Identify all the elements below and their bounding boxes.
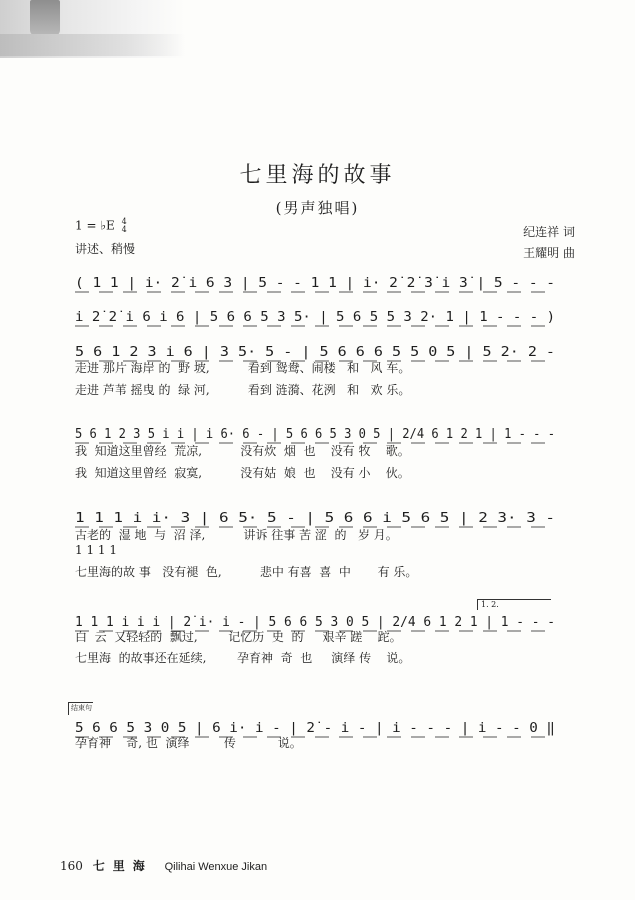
lyric-line: 我 知道这里曾经 寂寞, 没有姑 娘 也 没有 小 伙。 [75, 466, 410, 480]
key-text: 1 = ♭E [75, 218, 115, 233]
page-number: 160 [60, 859, 83, 873]
lyric-line: 走进 那片 海岸 的 野 坡, 看到 鸳鸯、闹楼 和 风 车。 [75, 361, 411, 375]
page-footer [60, 857, 267, 874]
lyric-line: 七里海的故 事 没有褪 色, 悲中 有喜 喜 中 有 乐。 [75, 565, 418, 579]
score-row-5: 1 1 1 i i· 3 | 6 5· 5 - | 5 6 6 i 5 6 5 | 2 3· 3 - [75, 511, 555, 526]
time-top: 4 [121, 217, 127, 226]
score-row-1: ( 1 1 | i· 2̇ i 6 3 | 5 - - 1 1 | i· 2̇ 2̇ 3̇ i 3̇ | 5 - - - [75, 276, 555, 291]
score-row-4: 5 6 1 2 3 5 i i | i 6· 6 - | 5 6 6 5 3 0 5 | 2/4 6 1 2 1 | 1 - - - [75, 427, 555, 442]
lyric-line: 1 1 1 1 [75, 543, 117, 557]
lyric-line: 白 云 又轻轻的 飘过, 记忆历 史 的 艰辛 蹉 跎。 [75, 630, 402, 644]
song-subtitle: (男声独唱) [275, 199, 360, 217]
lyric-line: 七里海 的故事还在延续, 孕育神 奇 也 演绎 传 说。 [75, 651, 411, 665]
lyric-line: 我 知道这里曾经 荒凉, 没有炊 烟 也 没有 牧 歌。 [75, 444, 410, 458]
score-row-6: 1 1 1 i i i | 2̇ i· i - | 5 6 6 5 3 0 5 | 2/4 6 1 2 1 | 1 - - - [75, 615, 555, 630]
magazine-english: Qilihai Wenxue Jikan [164, 861, 268, 873]
tempo-marking: 讲述、稍慢 [75, 242, 136, 256]
composer-credit: 王耀明 曲 [523, 246, 575, 260]
lyric-line: 走进 芦苇 摇曳 的 绿 河, 看到 涟漪、花洌 和 欢 乐。 [75, 383, 411, 397]
magazine-name: 七里海 [92, 859, 153, 873]
score-row-2: i 2̇ 2̇ i 6 i 6 | 5 6 6 5 3 5· | 5 6 5 5 3 2· 1 | 1 - - - ) [75, 310, 555, 325]
volta-bracket: 1. 2. [477, 599, 551, 610]
lyricist-credit: 纪连祥 词 [523, 225, 575, 239]
time-bottom: 4 [121, 225, 127, 234]
score-row-3: 5 6 1 2 3 i 6 | 3 5· 5 - | 5 6 6 6 5 5 0 5 | 5 2· 2 - [75, 345, 555, 360]
lyric-line: 古老的 湿 地 与 沼 泽, 讲诉 往事 苦 涩 的 岁 月。 [75, 528, 398, 542]
ending-box: 结束句 [68, 702, 93, 715]
score-row-7: 5 6 6 5 3 0 5 | 6 i· i - | 2̇ - i - | i - - - | i - - 0 ‖ [75, 721, 555, 736]
lyric-line: 孕育神 奇, 也 演绎 传 说。 [75, 736, 302, 750]
song-title: 七里海的故事 [239, 163, 396, 188]
